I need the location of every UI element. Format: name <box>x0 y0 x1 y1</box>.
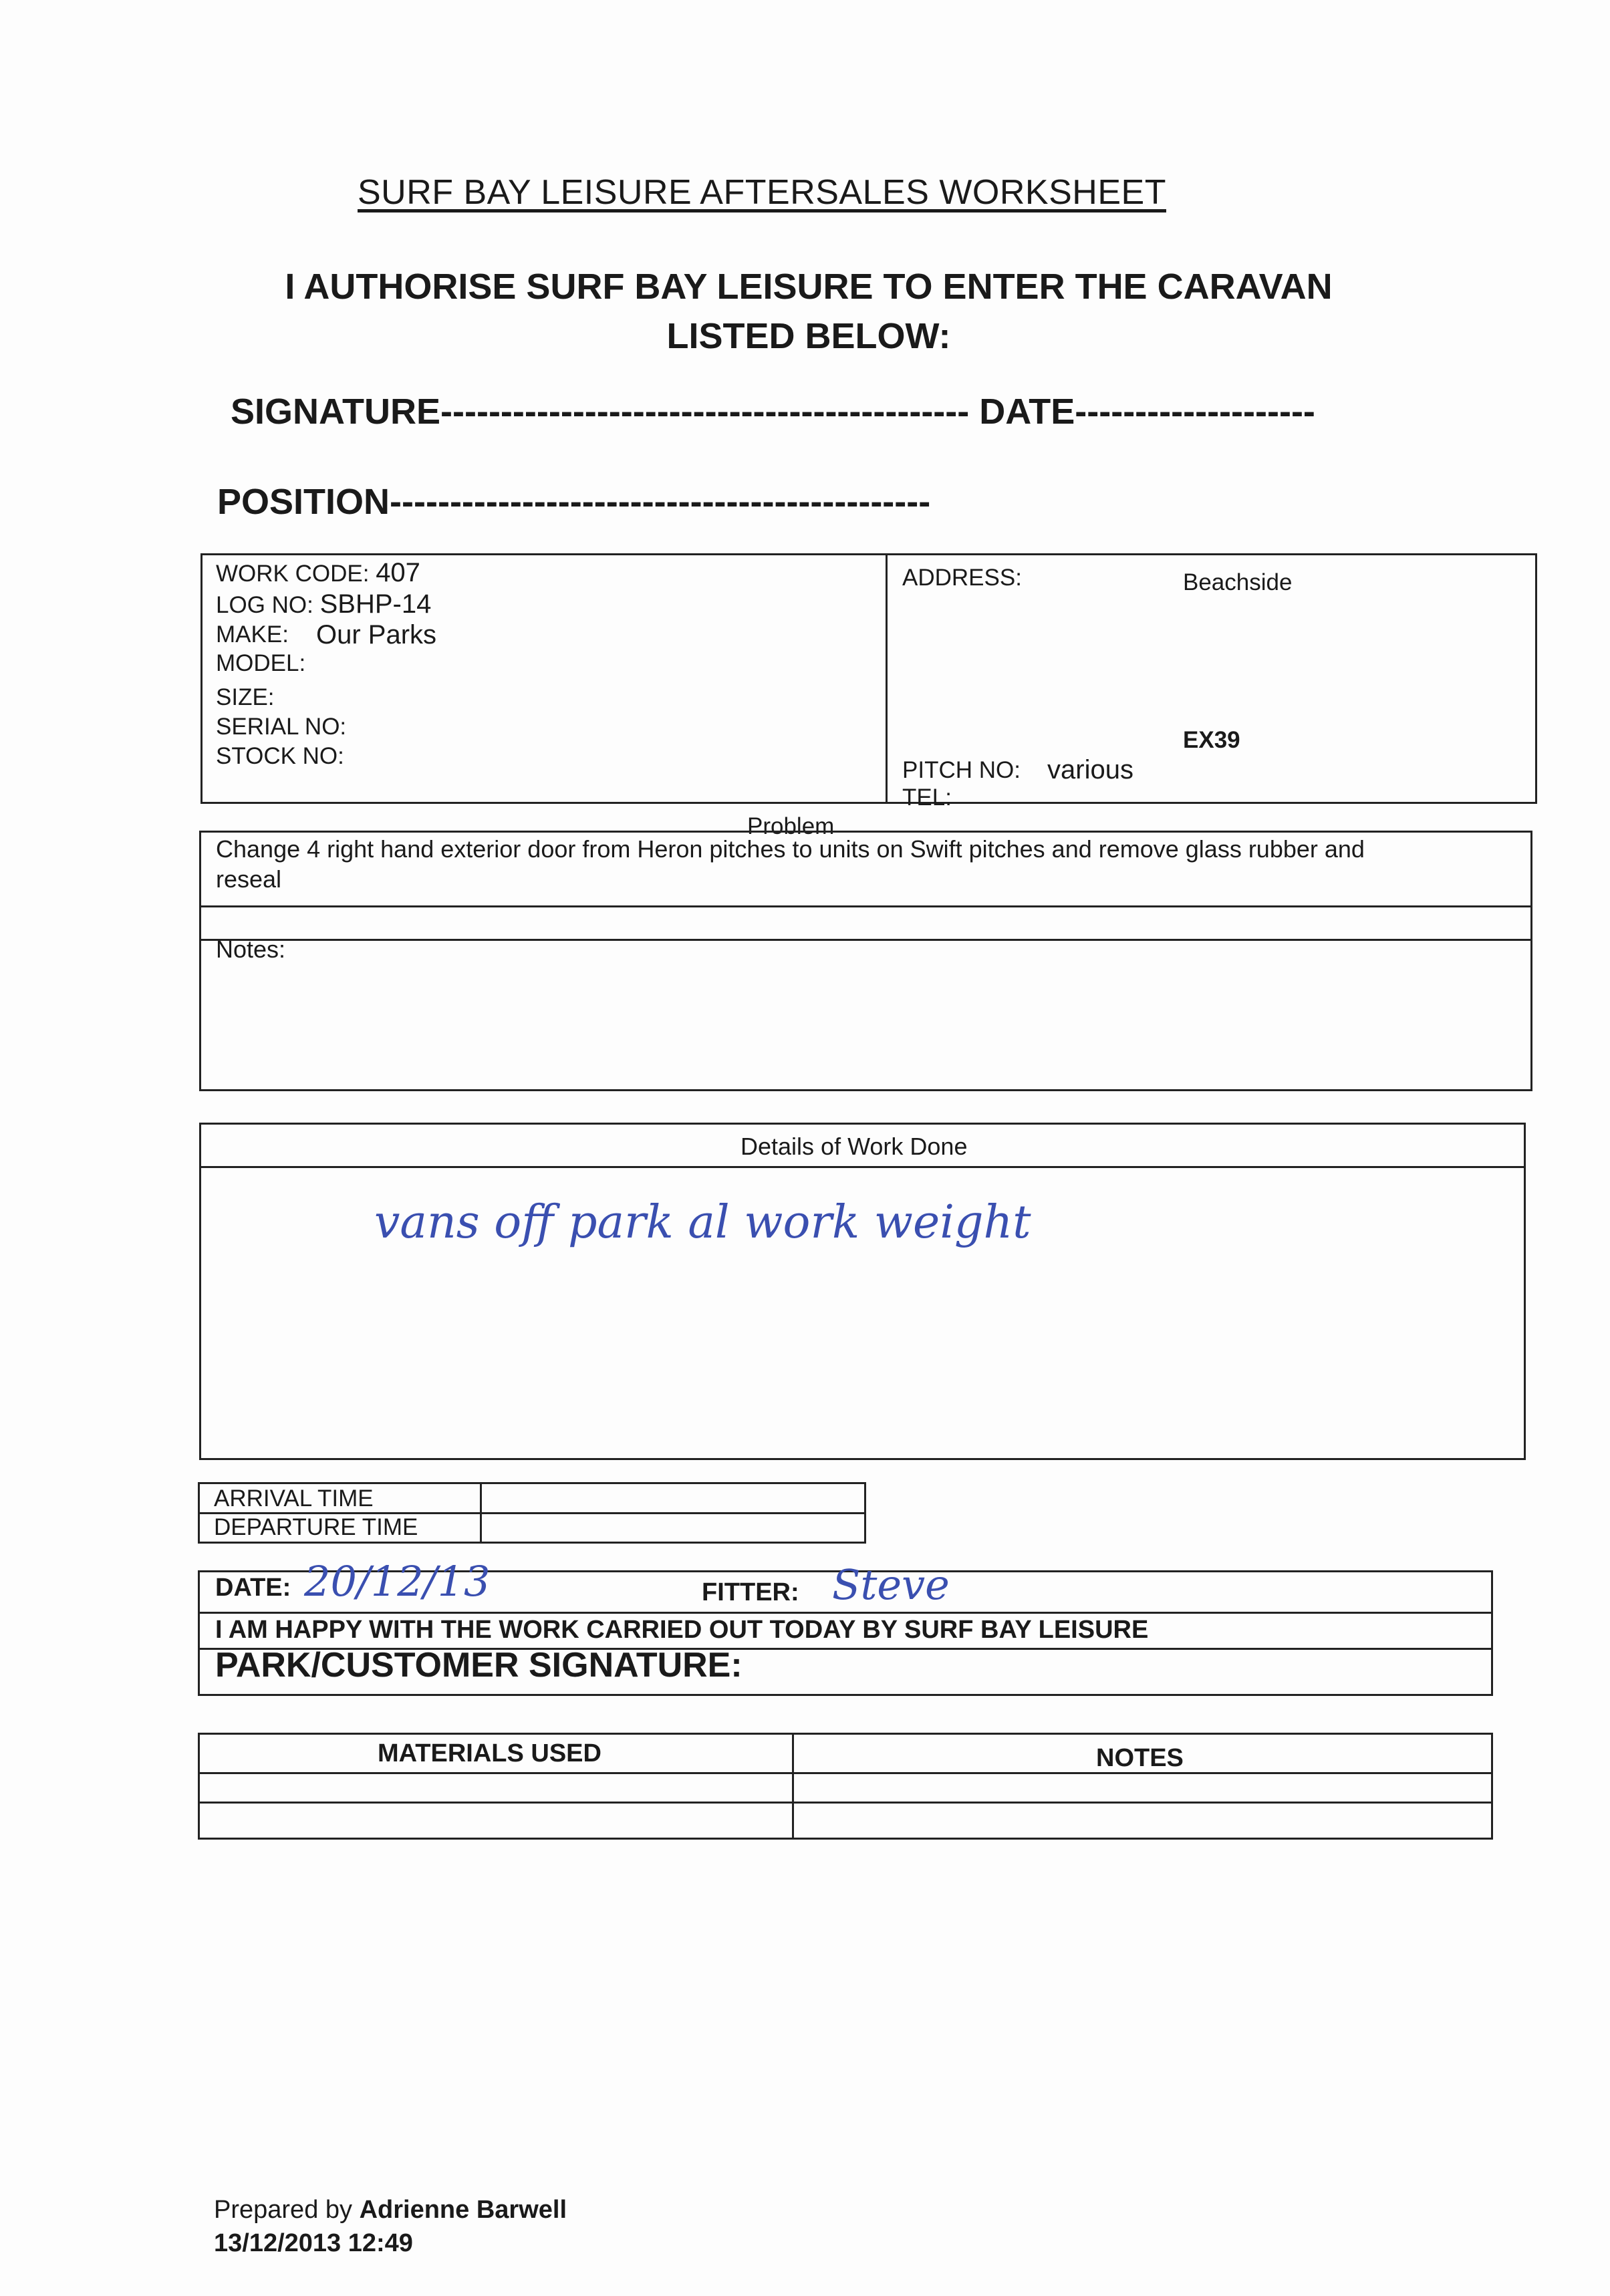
stock-no-label: STOCK NO: <box>216 743 344 769</box>
signature-date-line <box>231 391 1315 432</box>
materials-row-1-cell[interactable] <box>200 1775 789 1800</box>
departure-time-label: DEPARTURE TIME <box>214 1514 418 1540</box>
log-no-row <box>216 589 431 619</box>
pitch-no-label: PITCH NO: <box>902 757 1021 783</box>
problem-row-divider-1 <box>199 905 1532 907</box>
pitch-no-value: various <box>1047 755 1133 784</box>
authorisation-statement <box>241 262 1377 361</box>
signature-field[interactable]: -------------------------------------------- <box>440 392 970 432</box>
materials-column-divider <box>792 1733 794 1840</box>
position-line <box>217 481 930 523</box>
make-label: MAKE: <box>216 621 289 648</box>
work-code-value: 407 <box>376 558 420 587</box>
fitter-label: FITTER: <box>702 1578 799 1606</box>
prepared-by-line <box>214 2196 567 2225</box>
work-code-label: WORK CODE: <box>216 561 370 587</box>
serial-no-label: SERIAL NO: <box>216 714 347 740</box>
log-no-label: LOG NO: <box>216 592 313 618</box>
authorisation-line-2: LISTED BELOW: <box>666 316 951 356</box>
arrival-time-label: ARRIVAL TIME <box>214 1485 374 1512</box>
address-label: ADDRESS: <box>902 565 1022 591</box>
problem-text-line-2: reseal <box>216 865 282 893</box>
worksheet-title: SURF BAY LEISURE AFTERSALES WORKSHEET <box>358 173 1166 212</box>
model-label: MODEL: <box>216 650 306 676</box>
make-value: Our Parks <box>316 620 437 650</box>
work-code-row <box>216 558 420 588</box>
address-value: Beachside <box>1183 569 1293 595</box>
departure-time-field[interactable] <box>483 1514 863 1541</box>
signature-label: SIGNATURE <box>231 392 441 432</box>
tel-label: TEL: <box>902 784 952 811</box>
customer-signature-label: PARK/CUSTOMER SIGNATURE: <box>215 1646 743 1685</box>
customer-signature-field[interactable] <box>802 1651 1490 1693</box>
date-label: DATE <box>979 392 1075 432</box>
signoff-date-value[interactable]: 20/12/13 <box>304 1557 491 1606</box>
materials-row-divider-1 <box>198 1772 1493 1774</box>
prepared-by-name: Adrienne Barwell <box>359 2196 567 2224</box>
problem-row-divider-2 <box>199 939 1532 941</box>
prepared-timestamp: 13/12/2013 12:49 <box>214 2229 413 2257</box>
work-done-header-divider <box>199 1166 1526 1168</box>
work-done-heading: Details of Work Done <box>741 1133 968 1160</box>
arrival-time-field[interactable] <box>483 1484 863 1511</box>
notes-label: Notes: <box>216 936 286 963</box>
position-field[interactable]: --------------------------------------------- <box>390 482 931 522</box>
postcode-value: EX39 <box>1183 727 1240 753</box>
signoff-row-divider-1 <box>198 1612 1493 1614</box>
position-label: POSITION <box>217 482 390 522</box>
size-label: SIZE: <box>216 684 275 710</box>
materials-row-2-cell[interactable] <box>200 1804 789 1838</box>
notes-row-1-cell[interactable] <box>795 1775 1490 1800</box>
unit-box-divider <box>886 553 888 804</box>
times-column-divider <box>480 1482 482 1544</box>
notes-row-2-cell[interactable] <box>795 1804 1490 1838</box>
problem-text-line-1: Change 4 right hand exterior door from Heron pitches to units on Swift pitches and remove glass rubber and <box>216 835 1365 863</box>
work-done-handwritten[interactable]: vans off park al work weight <box>374 1196 1031 1249</box>
log-no-value: SBHP-14 <box>319 589 432 619</box>
materials-used-header: MATERIALS USED <box>378 1739 601 1767</box>
authorisation-line-1: I AUTHORISE SURF BAY LEISURE TO ENTER THE CARAVAN <box>285 267 1333 307</box>
prepared-by-label: Prepared by <box>214 2196 353 2224</box>
fitter-value[interactable]: Steve <box>832 1560 950 1609</box>
materials-notes-header: NOTES <box>1096 1744 1184 1772</box>
happy-statement: I AM HAPPY WITH THE WORK CARRIED OUT TODAY BY SURF BAY LEISURE <box>215 1616 1149 1644</box>
problem-heading: Problem <box>747 813 835 839</box>
work-done-box <box>199 1123 1526 1460</box>
signoff-date-label: DATE: <box>215 1574 291 1602</box>
date-field[interactable]: -------------------- <box>1075 392 1315 432</box>
notes-field[interactable] <box>200 949 1530 1086</box>
materials-row-divider-2 <box>198 1802 1493 1804</box>
